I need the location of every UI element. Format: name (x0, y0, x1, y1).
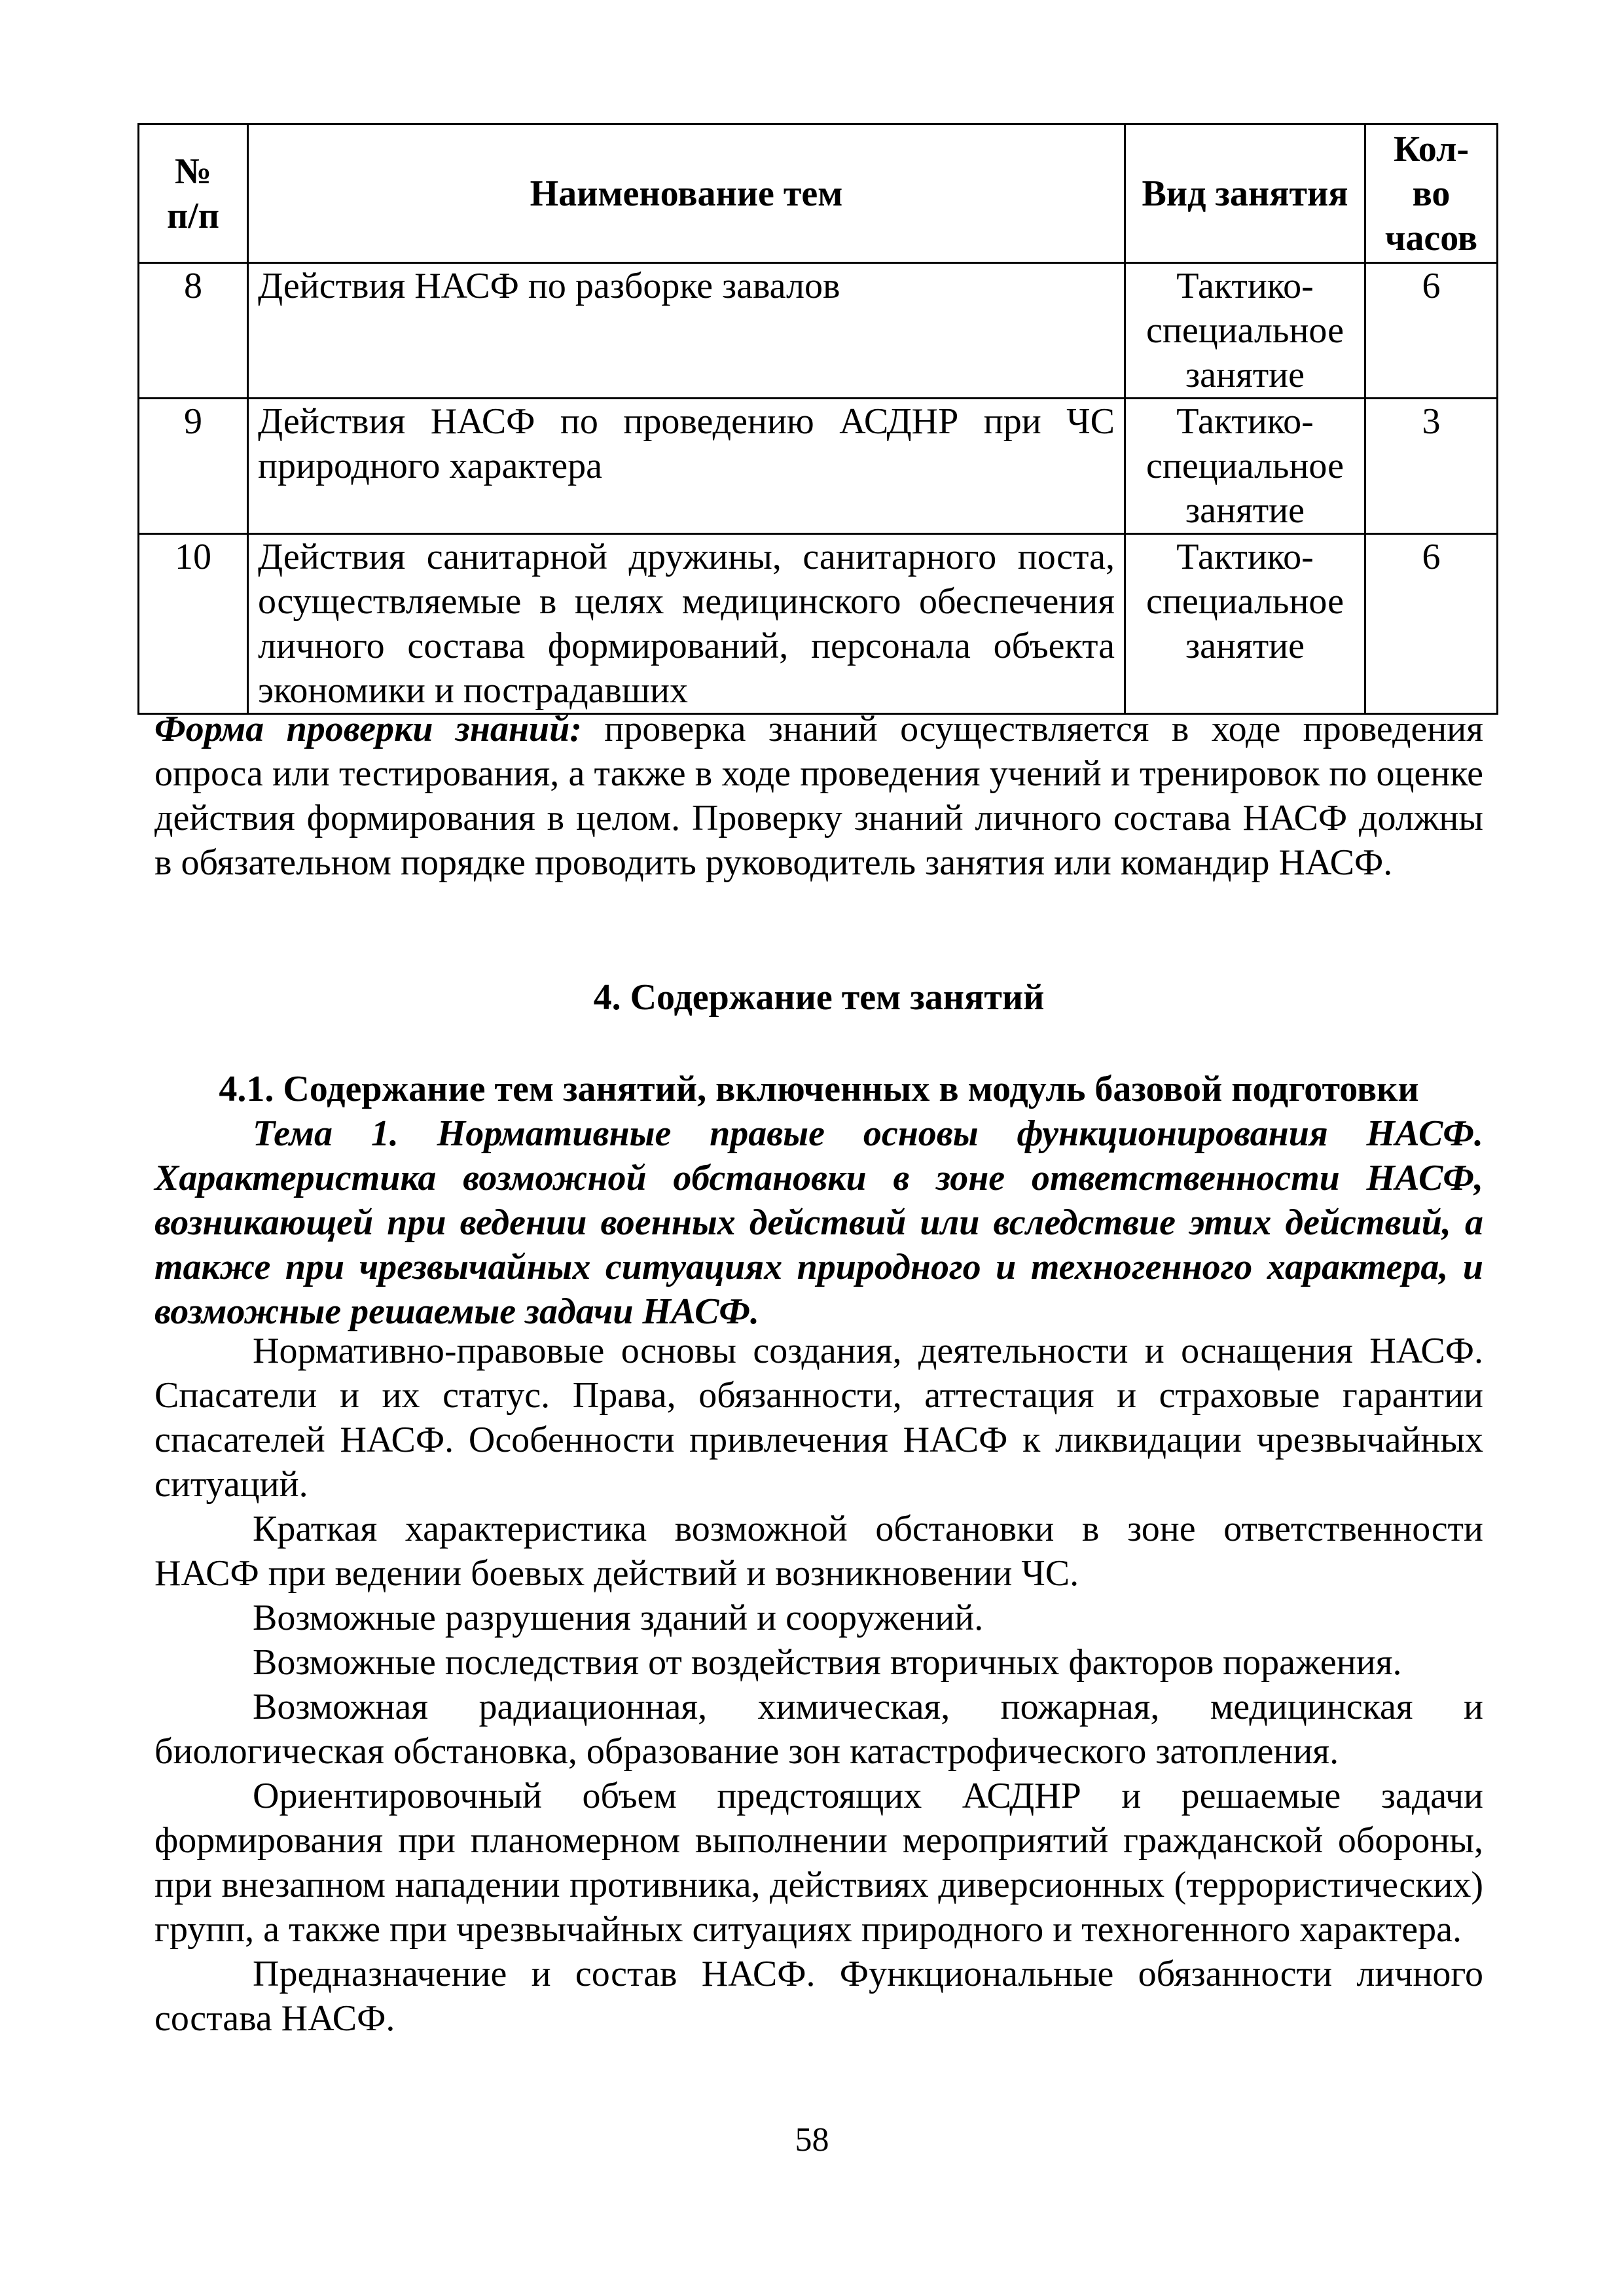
table-row (139, 399, 1498, 534)
paragraph: Нормативно-правовые основы создания, деятельности и оснащения НАСФ. Спасатели и их статус. Права, обязанности, аттестация и страховые гарантии спасателей НАСФ. Особенности привлечения НАСФ к ликвидации чрезвычайных ситуаций. (154, 1331, 1483, 1505)
row-number: 9 (139, 399, 248, 534)
row-kind: Тактико- специальное занятие (1125, 534, 1365, 714)
table-row (139, 534, 1498, 714)
theme-1-title: Тема 1. Нормативные правые основы функционирования НАСФ. Характеристика возможной обстановки в зоне ответственности НАСФ, возникающей при ведении военных действий или вследствие этих действий, а также при чрезвычайных ситуациях природного и техногенного характера, и возможные решаемые задачи НАСФ. (154, 1113, 1483, 1332)
section-heading-4-1: 4.1. Содержание тем занятий, включенных в модуль базовой подготовки (219, 1069, 1419, 1109)
header-kind: Вид занятия (1125, 124, 1365, 263)
row-topic: Действия НАСФ по проведению АСДНР при ЧС природного характера (248, 399, 1125, 534)
page-number: 58 (795, 2121, 829, 2159)
header-hours: Кол- во часов (1365, 124, 1498, 263)
row-topic: Действия санитарной дружины, санитарного поста, осуществляемые в целях медицинского обеспечения личного состава формирований, персонала объекта экономики и пострадавших (248, 534, 1125, 714)
theme-1-content (154, 1329, 1483, 2041)
row-number: 8 (139, 263, 248, 399)
knowledge-check-paragraph (154, 707, 1483, 885)
table-row (139, 263, 1498, 399)
header-num: № п/п (139, 124, 248, 263)
table-header-row (139, 124, 1498, 263)
row-hours: 6 (1365, 534, 1498, 714)
knowledge-check-text: проверка знаний осуществляется в ходе проведения опроса или тестирования, а также в ходе проведения учений и тренировок по оценке действия формирования в целом. Проверку знаний личного состава НАСФ должны в обязательном порядке проводить руководитель занятия или командир НАСФ. (154, 709, 1483, 883)
row-hours: 6 (1365, 263, 1498, 399)
paragraph: Возможная радиационная, химическая, пожарная, медицинская и биологическая обстановка, образование зон катастрофического затопления. (154, 1687, 1483, 1772)
row-topic: Действия НАСФ по разборке завалов (248, 263, 1125, 399)
row-kind: Тактико- специальное занятие (1125, 263, 1365, 399)
header-name: Наименование тем (248, 124, 1125, 263)
paragraph: Предназначение и состав НАСФ. Функциональные обязанности личного состава НАСФ. (154, 1954, 1483, 2039)
paragraph: Возможные последствия от воздействия вторичных факторов поражения. (253, 1642, 1402, 1683)
section-heading-4: 4. Содержание тем занятий (593, 977, 1045, 1018)
paragraph: Ориентировочный объем предстоящих АСДНР и решаемые задачи формирования при планомерном выполнении мероприятий гражданской обороны, при внезапном нападении противника, действиях диверсионных (террористических) групп, а также при чрезвычайных ситуациях природного и техногенного характера. (154, 1776, 1483, 1950)
paragraph: Краткая характеристика возможной обстановки в зоне ответственности НАСФ при ведении боевых действий и возникновении ЧС. (154, 1509, 1483, 1594)
row-number: 10 (139, 534, 248, 714)
topics-table (137, 123, 1498, 715)
row-hours: 3 (1365, 399, 1498, 534)
paragraph: Возможные разрушения зданий и сооружений. (253, 1598, 984, 1638)
row-kind: Тактико- специальное занятие (1125, 399, 1365, 534)
knowledge-check-label: Форма проверки знаний: (154, 709, 582, 749)
